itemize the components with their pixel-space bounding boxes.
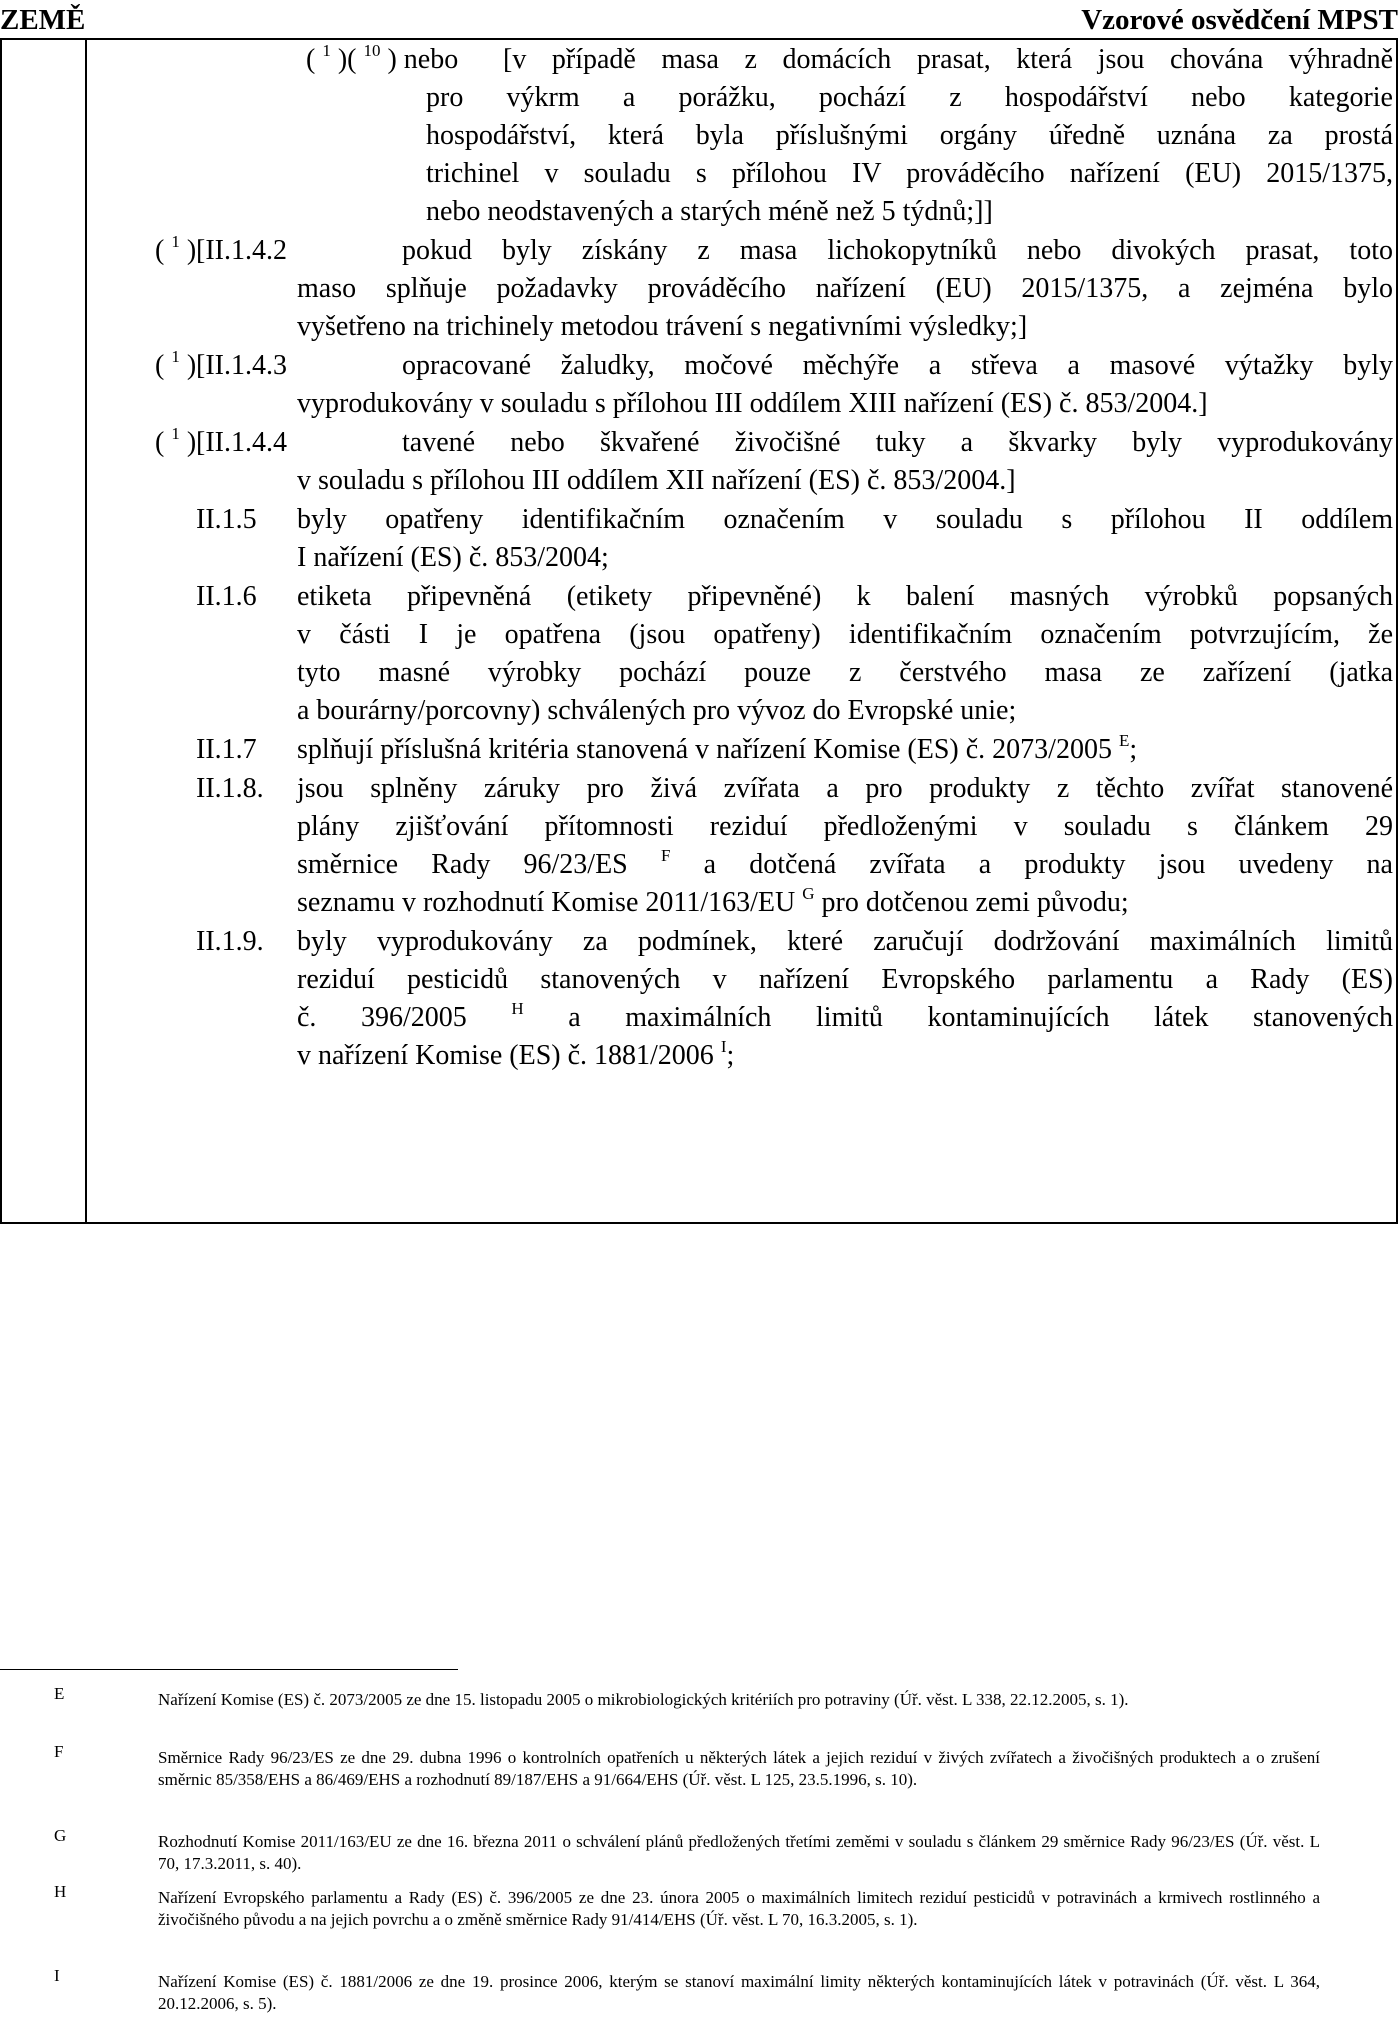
- paragraph-line: seznamu v rozhodnutí Komise 2011/163/EU $^G$ pro dotčenou zemi původu;: [297, 883, 1129, 918]
- paragraph-line: nebo neodstavených a starých méně než 5 týdnů;]]: [426, 196, 993, 227]
- paragraph-line: reziduí pesticidů stanovených v nařízení Evropského parlamentu a Rady (ES): [297, 964, 1393, 995]
- footnote-text: Nařízení Evropského parlamentu a Rady (ES) č. 396/2005 ze dne 23. února 2005 o maximálních limitech reziduí pesticidů v potravinách a krmivech rostlinného a živočišného původu a na jejich povrchu a o změně směrnice Rady 91/414/EHS (Úř. věst. L 70, 16.3.2005, s. 1).: [158, 1888, 1320, 1929]
- paragraph-line: č. 396/2005 $^H$ a maximálních limitů kontaminujících látek stanovených: [297, 998, 1393, 1033]
- paragraph-line: opracované žaludky, močové měchýře a střeva a masové výtažky byly: [402, 350, 1393, 381]
- paragraph-line: pro výkrm a porážku, pochází z hospodářství nebo kategorie: [426, 82, 1393, 113]
- certificate-title: Vzorové osvědčení MPST: [1081, 4, 1398, 36]
- paragraph-line: I nařízení (ES) č. 853/2004;: [297, 542, 609, 573]
- section-number: [II.1.4.3: [196, 350, 287, 381]
- paragraph-line: plány zjišťování přítomnosti reziduí předloženými v souladu s článkem 29: [297, 811, 1393, 842]
- footnote-text: Nařízení Komise (ES) č. 2073/2005 ze dne 15. listopadu 2005 o mikrobiologických kritériích pro potraviny (Úř. věst. L 338, 22.12.2005, s. 1).: [158, 1690, 1129, 1709]
- paragraph-line: hospodářství, která byla příslušnými orgány úředně uznána za prostá: [426, 120, 1393, 151]
- section-number: II.1.6: [196, 581, 257, 612]
- paragraph-line: směrnice Rady 96/23/ES $^F$ a dotčená zvířata a produkty jsou uvedeny na: [297, 845, 1393, 880]
- paragraph-line: tavené nebo škvařené živočišné tuky a škvarky byly vyprodukovány: [402, 427, 1393, 458]
- certificate-body: [0, 38, 1398, 1224]
- footnote-marker: F: [54, 1742, 64, 1761]
- paragraph-line: [v případě masa z domácích prasat, která jsou chována výhradně: [503, 44, 1393, 75]
- note-ref-1-10: ( $^1$ )( $^{10}$ ) nebo: [306, 40, 459, 75]
- paragraph-line: v části I je opatřena (jsou opatřeny) identifikačním označením potvrzujícím, že: [297, 619, 1393, 650]
- paragraph-line: pokud byly získány z masa lichokopytníků nebo divokých prasat, toto: [402, 235, 1393, 266]
- footnote-marker: G: [54, 1826, 67, 1845]
- note-ref: ( $^1$ ): [155, 346, 197, 381]
- note-ref: ( $^1$ ): [155, 231, 197, 266]
- section-number: II.1.8.: [196, 773, 264, 804]
- footnote-separator: [0, 1669, 458, 1670]
- section-number: II.1.9.: [196, 926, 264, 957]
- footnote-text: Směrnice Rady 96/23/ES ze dne 29. dubna 1996 o kontrolních opatřeních u některých látek a jejich reziduí v živých zvířatech a živočišných produktech a o zrušení směrnic 85/358/EHS a 86/469/EHS a rozhodnutí 89/187/EHS a 91/664/EHS (Úř. věst. L 125, 23.5.1996, s. 10).: [158, 1748, 1320, 1789]
- paragraph-line: splňují příslušná kritéria stanovená v nařízení Komise (ES) č. 2073/2005 $^E$;: [297, 730, 1138, 765]
- paragraph-line: v nařízení Komise (ES) č. 1881/2006 $^I$;: [297, 1036, 735, 1071]
- section-number: [II.1.4.2: [196, 235, 287, 266]
- note-ref: ( $^1$ ): [155, 423, 197, 458]
- section-number: II.1.7: [196, 734, 257, 765]
- paragraph-line: vyprodukovány v souladu s přílohou III oddílem XIII nařízení (ES) č. 853/2004.]: [297, 388, 1208, 419]
- footnote-text: Rozhodnutí Komise 2011/163/EU ze dne 16. března 2011 o schválení plánů předložených třetími zeměmi v souladu s článkem 29 směrnice Rady 96/23/ES (Úř. věst. L 70, 17.3.2011, s. 40).: [158, 1832, 1320, 1873]
- paragraph-line: etiketa připevněná (etikety připevněné) k balení masných výrobků popsaných: [297, 581, 1393, 612]
- paragraph-line: byly vyprodukovány za podmínek, které zaručují dodržování maximálních limitů: [297, 926, 1393, 957]
- paragraph-line: tyto masné výrobky pochází pouze z čerstvého masa ze zařízení (jatka: [297, 657, 1393, 688]
- paragraph-line: byly opatřeny identifikačním označením v souladu s přílohou II oddílem: [297, 504, 1393, 535]
- section-number: II.1.5: [196, 504, 257, 535]
- footnote-marker: E: [54, 1684, 65, 1703]
- paragraph-line: maso splňuje požadavky prováděcího nařízení (EU) 2015/1375, a zejména bylo: [297, 273, 1393, 304]
- footnote-text: Nařízení Komise (ES) č. 1881/2006 ze dne 19. prosince 2006, kterým se stanoví maximální limity některých kontaminujících látek v potravinách (Úř. věst. L 364, 20.12.2006, s. 5).: [158, 1972, 1320, 2013]
- paragraph-line: v souladu s přílohou III oddílem XII nařízení (ES) č. 853/2004.]: [297, 465, 1016, 496]
- country-label: ZEMĚ: [0, 4, 86, 36]
- footnote-marker: H: [54, 1882, 67, 1901]
- paragraph-line: trichinel v souladu s přílohou IV prováděcího nařízení (EU) 2015/1375,: [426, 158, 1393, 189]
- section-number: [II.1.4.4: [196, 427, 287, 458]
- paragraph-line: a bourárny/porcovny) schválených pro vývoz do Evropské unie;: [297, 695, 1017, 726]
- footnote-marker: I: [54, 1966, 60, 1985]
- paragraph-line: jsou splněny záruky pro živá zvířata a pro produkty z těchto zvířat stanovené: [297, 773, 1393, 804]
- paragraph-line: vyšetřeno na trichinely metodou trávení s negativními výsledky;]: [297, 311, 1028, 342]
